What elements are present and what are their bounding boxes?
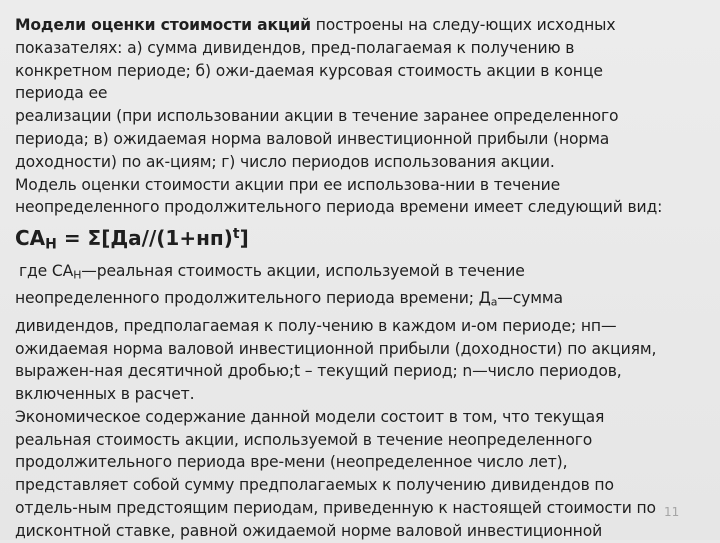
explanation-subscript: а [490, 295, 498, 309]
page-number: 11 [664, 505, 680, 519]
explanation-line-3: дивидендов, предполагаемая к полу-чению в каждом и-ом периоде; нп— [15, 316, 617, 335]
slide-text [15, 14, 705, 543]
explanation-line-2 [15, 287, 705, 315]
explanation-text: —сумма [497, 289, 563, 308]
formula-body: = Σ[Да//(1+нп) [56, 226, 233, 251]
paragraph1-line-7: доходности) по ак-циям; г) число периодов использования акции. [15, 152, 555, 171]
explanation-line-5: выражен-ная десятичной дробью;t – текущий период; n—число периодов, [15, 362, 622, 381]
explanation-subscript: Н [73, 268, 82, 282]
formula-subscript: Н [45, 236, 57, 253]
formula-superscript: t [232, 226, 240, 243]
explanation-text: где СА [19, 261, 74, 280]
valuation-formula [15, 219, 705, 260]
paragraph3-line-6: дисконтной ставке, равной ожидаемой норме валовой инвестиционной [15, 521, 603, 540]
explanation-text: неопределенного продолжительного периода времени; Д [15, 289, 491, 308]
formula-close: ] [239, 226, 249, 251]
paragraph1-line-8: Модель оценки стоимости акции при ее использова-нии в течение [15, 175, 561, 194]
paragraph3-line-2: реальная стоимость акции, используемой в течение неопределенного [15, 430, 593, 449]
paragraph3-line-4: представляет собой сумму предполагаемых к получению дивидендов по [15, 476, 614, 495]
paragraph1-lead: Модели оценки стоимости акций [15, 16, 311, 34]
explanation-text: —реальная стоимость акции, используемой в течение [81, 261, 525, 280]
paragraph1-text: построены на следу-ющих исходных [310, 16, 616, 34]
paragraph1-line-1 [15, 14, 705, 37]
paragraph3-line-3: продолжительного периода вре-мени (неопределенное число лет), [15, 453, 568, 472]
explanation-line-6: включенных в расчет. [15, 385, 195, 404]
paragraph1-line-4: периода ее [15, 84, 108, 103]
paragraph1-line-5: реализации (при использовании акции в течение заранее определенного [15, 107, 619, 126]
paragraph1-line-6: периода; в) ожидаемая норма валовой инвестиционной прибыли (норма [15, 129, 610, 148]
explanation-line-1 [15, 260, 705, 288]
explanation-line-4: ожидаемая норма валовой инвестиционной прибыли (доходности) по акциям, [15, 339, 657, 358]
paragraph1-line-2: показателях: а) сумма дивидендов, пред-полагаемая к получению в [15, 38, 575, 57]
paragraph3-line-5: отдель-ным предстоящим периодам, приведенную к настоящей стоимости по [15, 499, 656, 518]
paragraph1-line-9: неопределенного продолжительного периода времени имеет следующий вид: [15, 198, 663, 217]
formula-main: СА [15, 226, 46, 251]
paragraph3-line-1: Экономическое содержание данной модели состоит в том, что текущая [15, 407, 605, 426]
paragraph1-line-3: конкретном периоде; б) ожи-даемая курсовая стоимость акции в конце [15, 61, 603, 80]
